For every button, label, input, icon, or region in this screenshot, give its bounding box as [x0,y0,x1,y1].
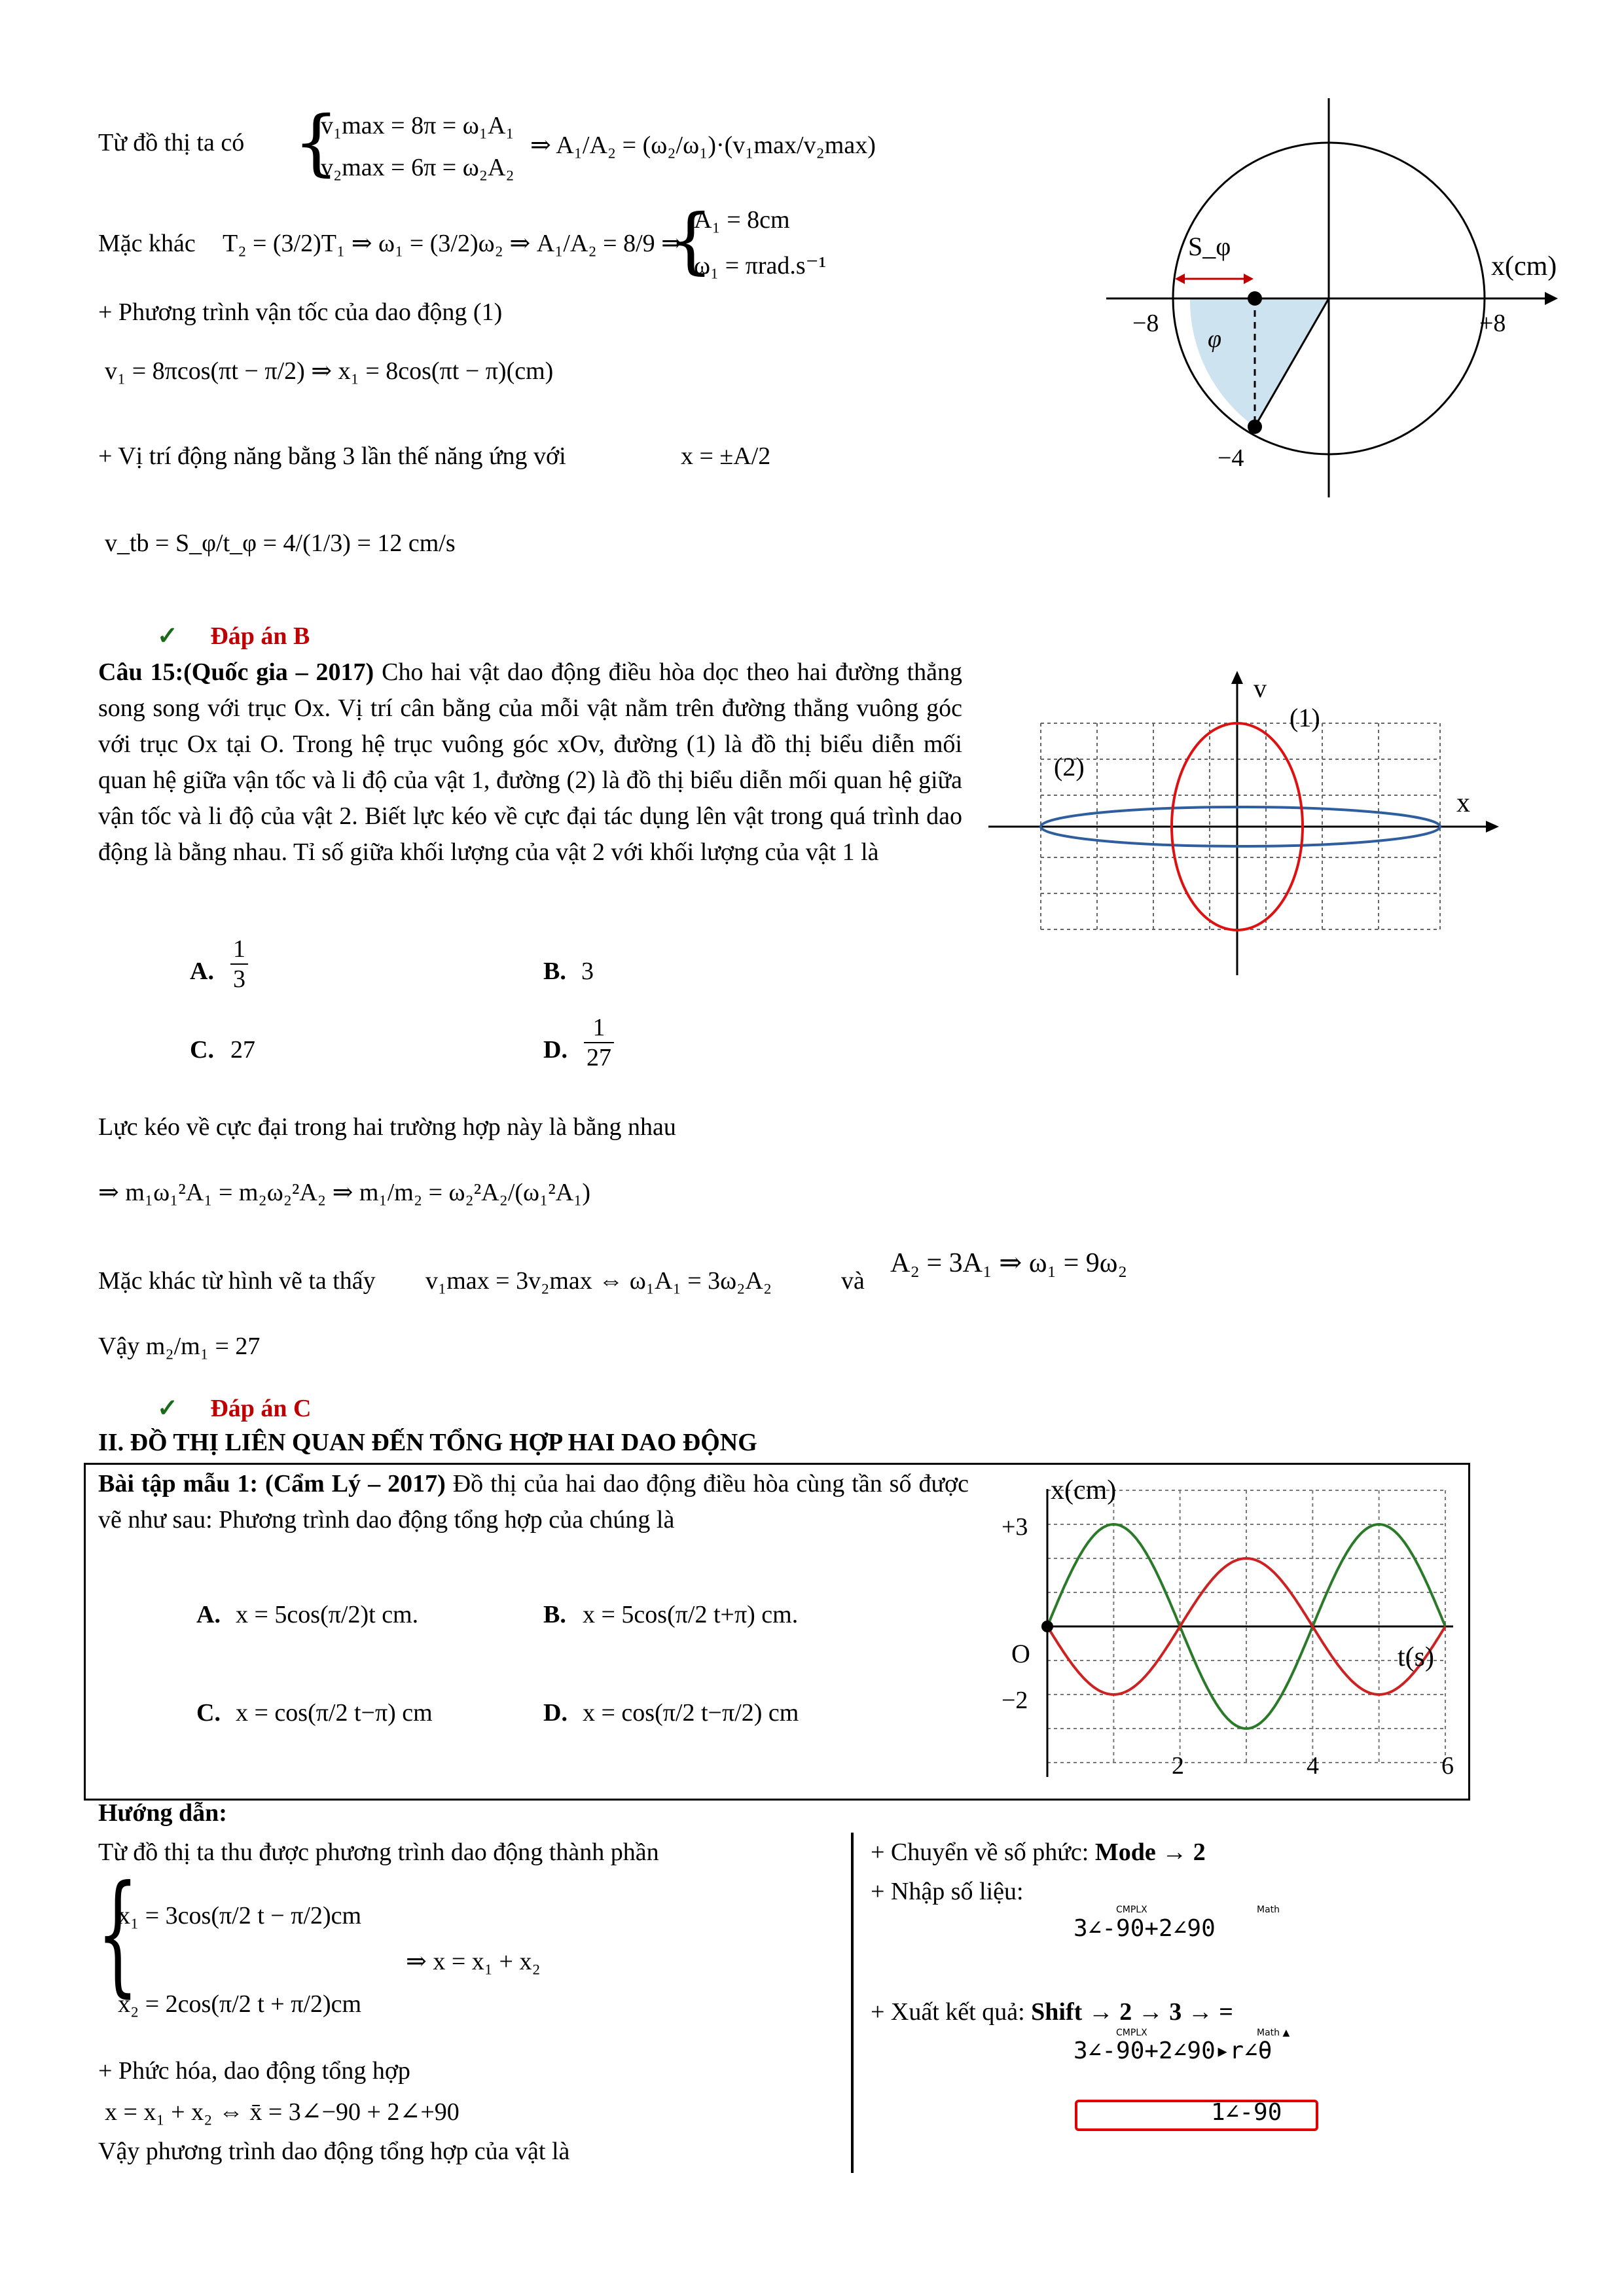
sec1-line1-result: ⇒ A₁/A₂ = (ω₂/ω₁)·(v₁max/v₂max) [530,132,876,159]
guide-l4: Vậy phương trình dao động tổng hợp của vật là [98,2138,570,2165]
left-label: −8 [1132,310,1159,337]
ex1-text: Đồ thị của hai dao động điều hòa cùng tần số được vẽ như sau: Phương trình dao động tổng hợp của chúng là [98,1470,969,1534]
q15-option-d-frac[interactable] [584,1013,614,1072]
ex1-option-b-label: B. [543,1601,566,1628]
ex1-option-a-val[interactable]: x = 5cos(π/2)t cm. [236,1601,419,1628]
sec1-system-brace: { [293,100,339,184]
sec1-line2-res-a: A₁ = 8cm [694,206,790,234]
ex1-option-a-label: A. [196,1601,221,1628]
shaded-sector [1190,298,1329,427]
curve-2-label: (2) [1054,752,1085,781]
calc-r1 [871,1838,1206,1868]
q15-sol4: Vậy m₂/m₁ = 27 [98,1333,261,1360]
v-axis-arrow [1231,671,1243,684]
y-tick-plus3: +3 [1001,1513,1028,1541]
y-axis-label: x(cm) [1051,1475,1117,1505]
calc-result: 1∠-90 [1211,2099,1282,2126]
guide-heading: Hướng dẫn: [98,1799,227,1827]
calc-screen1-flag1: CMPLX [1116,1905,1147,1915]
q15-sol3-eq: v₁max = 3v₂max ⇔ ω₁A₁ = 3ω₂A₂ [425,1267,772,1295]
check-icon: ✓ [157,1395,178,1422]
x-tick-6: 6 [1441,1752,1454,1780]
angle-label: φ [1208,325,1222,353]
column-divider [851,1833,854,2173]
x-axis-label: t(s) [1398,1642,1434,1672]
q15-sol3-prefix: Mặc khác từ hình vẽ ta thấy [98,1267,376,1295]
x-tick-2: 2 [1172,1752,1184,1780]
q15-answer-text: Đáp án C [210,1395,312,1422]
guide-x1: x₁ = 3cos(π/2 t − π/2)cm [118,1902,362,1929]
q15-option-a-label: A. [190,958,214,985]
q15-text: Cho hai vật dao động điều hòa dọc theo hai đường thẳng song song với trục Ox. Vị trí cân bằng của mỗi vật nằm trên đường thẳng vuông góc với trục Ox tại O. Trong hệ trục vuông góc xOv, đường (1) là đồ thị biểu diễn mối quan hệ giữa vận tốc và li độ của vật 1, đường (2) là đồ thị biểu diễn mối quan hệ giữa vận tốc và li độ của vật 2. Biết lực kéo về cực đại tác dụng lên vật trong quá trình dao động là bằng nhau. Tỉ số giữa khối lượng của vật 2 với khối lượng của vật 1 là [98,658,963,866]
calc-r3-prefix: + Xuất kết quả: [871,1998,1025,2026]
guide-sum: ⇒ x = x₁ + x₂ [406,1948,541,1975]
ex1-title: Bài tập mẫu 1: (Cẩm Lý – 2017) [98,1470,446,1498]
s-phi-arrow-right [1244,274,1254,284]
q15-option-c-val[interactable]: 27 [230,1036,255,1064]
x-axis-arrow [1545,292,1558,305]
calc-r1-bold: Mode → 2 [1094,1839,1206,1866]
q15-paragraph [98,655,962,870]
q15-sol3-and: và [841,1267,865,1295]
origin-label: O [1011,1639,1030,1668]
ex1-option-c-val[interactable]: x = cos(π/2 t−π) cm [236,1699,433,1727]
sec1-line3: + Phương trình vận tốc của dao động (1) [98,298,503,326]
calc-r3-bold: Shift → 2 → 3 → = [1031,1998,1233,2026]
calc-r2: + Nhập số liệu: [871,1878,1024,1905]
guide-x2: x₂ = 2cos(π/2 t + π/2)cm [118,1990,362,2018]
sec1-answer [157,622,310,652]
q15-answer [157,1394,312,1424]
q15-sol3-eq2: A₂ = 3A₁ ⇒ ω₁ = 9ω₂ [890,1248,1128,1278]
sec1-line1-eq-a: v₁max = 8π = ω₁A₁ [321,112,514,139]
sec1-line5-eq: x = ±A/2 [681,442,771,470]
ex1-option-d-val[interactable]: x = cos(π/2 t−π/2) cm [583,1699,799,1727]
q15-title: Câu 15:(Quốc gia – 2017) [98,658,374,686]
v-label: v [1254,673,1267,703]
q15-option-a-num: 1 [230,935,248,965]
sec1-line1-prefix: Từ đồ thị ta có [98,129,245,156]
curve-1-label: (1) [1290,703,1320,732]
check-icon: ✓ [157,622,178,650]
sec1-line1-eq-b: v₂max = 6π = ω₂A₂ [321,154,514,181]
bottom-label: −4 [1218,444,1244,472]
ex1-option-c-label: C. [196,1699,221,1727]
q15-option-b-val[interactable]: 3 [581,958,594,985]
q15-sol2: ⇒ m₁ω₁²A₁ = m₂ω₂²A₂ ⇒ m₁/m₂ = ω₂²A₂/(ω₁²A₁) [98,1179,591,1206]
q15-option-c-label: C. [190,1036,214,1064]
q15-option-a-den: 3 [233,965,245,993]
y-tick-minus2: −2 [1001,1687,1028,1714]
sec1-line5-prefix: + Vị trí động năng bằng 3 lần thế năng ứng với [98,442,566,470]
x-axis-arrow [1486,821,1499,833]
x-label: x [1456,788,1470,818]
origin-point [1041,1621,1053,1632]
ex1-option-d-label: D. [543,1699,568,1727]
sec1-line4: v₁ = 8πcos(πt − π/2) ⇒ x₁ = 8cos(πt − π)(cm) [105,357,554,385]
x-label: x(cm) [1491,251,1557,281]
guide-system-brace: { [97,1857,139,2010]
calc-screen2-flag2: Math ▲ [1257,2028,1290,2038]
arc-label: S_φ [1188,232,1231,261]
sec1-result-brace: { [668,198,713,282]
calc-r3 [871,1998,1233,2028]
calc-screen2-flag1: CMPLX [1116,2028,1147,2038]
q15-option-d-num: 1 [584,1013,614,1043]
sec1-line2-eq: T₂ = (3/2)T₁ ⇒ ω₁ = (3/2)ω₂ ⇒ A₁/A₂ = 8/9 ⇒ [223,230,682,257]
q15-option-d-den: 27 [586,1044,611,1071]
calc-r1-prefix: + Chuyển về số phức: [871,1839,1089,1866]
s-phi-arrow-left [1175,274,1185,284]
q15-sol1: Lực kéo về cực đại trong hai trường hợp này là bằng nhau [98,1113,676,1141]
guide-l3: x = x₁ + x₂ ⇔ x̄ = 3∠−90 + 2∠+90 [105,2098,460,2126]
ex1-option-b-val[interactable]: x = 5cos(π/2 t+π) cm. [583,1601,799,1628]
sec1-line2-prefix: Mặc khác [98,230,196,257]
circle-figure [1087,92,1571,504]
sec1-answer-text: Đáp án B [210,622,310,650]
sec1-line2-res-b: ω₁ = πrad.s⁻¹ [694,252,827,279]
q15-option-a-frac[interactable] [230,935,248,994]
section2-heading: II. ĐỒ THỊ LIÊN QUAN ĐẾN TỔNG HỢP HAI DAO ĐỘNG [98,1429,757,1456]
sine-chart [982,1469,1460,1790]
x-tick-4: 4 [1307,1752,1319,1780]
right-label: +8 [1479,310,1506,337]
calc-screen1: 3∠-90+2∠90 [1074,1915,1216,1942]
guide-l1: Từ đồ thị ta thu được phương trình dao động thành phần [98,1839,659,1866]
guide-l2: + Phức hóa, dao động tổng hợp [98,2057,410,2085]
point-bottom [1248,420,1262,434]
sec1-line6: v_tb = S_φ/t_φ = 4/(1/3) = 12 cm/s [105,529,456,557]
q15-option-d-label: D. [543,1036,568,1064]
q15-option-b-label: B. [543,958,566,985]
ellipse-figure [982,661,1506,988]
calc-screen1-flag2: Math [1257,1905,1280,1915]
ex1-paragraph [98,1466,969,1538]
point-top [1248,291,1262,306]
calc-screen2: 3∠-90+2∠90▸r∠θ [1074,2037,1272,2064]
